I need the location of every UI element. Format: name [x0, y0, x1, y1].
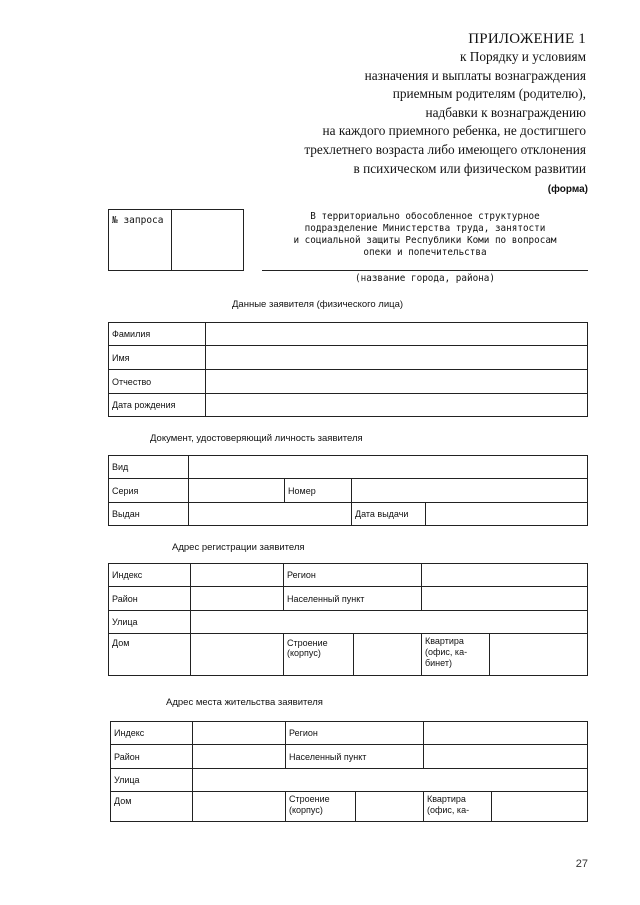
- res-district-field[interactable]: [193, 745, 286, 769]
- appendix-line: к Порядку и условиям: [459, 49, 586, 64]
- birth-date-label: Дата рождения: [109, 394, 206, 417]
- appendix-header: [304, 30, 586, 178]
- city-field-line: [262, 270, 588, 271]
- reg-apartment-label: Квартира (офис, ка- бинет): [422, 634, 490, 676]
- table-row: [109, 564, 588, 587]
- res-apartment-field[interactable]: [492, 792, 588, 822]
- doc-type-field[interactable]: [189, 456, 588, 479]
- reg-region-field[interactable]: [422, 564, 588, 587]
- request-number-divider: [171, 210, 172, 270]
- recipient-line: опеки и попечительства: [363, 247, 487, 258]
- applicant-section-title: Данные заявителя (физического лица): [232, 299, 404, 310]
- res-building-label: Строение (корпус): [286, 792, 356, 822]
- doc-issue-date-label: Дата выдачи: [352, 503, 426, 526]
- table-row: [109, 394, 588, 417]
- appendix-line: назначения и выплаты вознаграждения: [364, 67, 586, 83]
- reg-apartment-field[interactable]: [490, 634, 588, 676]
- doc-series-label: Серия: [109, 479, 189, 503]
- appendix-title: ПРИЛОЖЕНИЕ 1: [468, 31, 586, 47]
- res-address-table: [110, 721, 588, 822]
- appendix-line: на каждого приемного ребенка, не достигшего: [322, 123, 586, 139]
- applicant-table: [108, 322, 588, 417]
- first-name-label: Имя: [109, 346, 206, 370]
- res-street-label: Улица: [111, 769, 193, 792]
- recipient-line: подразделение Министерства труда, занятости: [304, 223, 546, 234]
- table-row: [111, 792, 588, 822]
- recipient-line: и социальной защиты Республики Коми по вопросам: [293, 235, 557, 246]
- birth-date-field[interactable]: [206, 394, 588, 417]
- request-number-label: № запроса: [112, 215, 164, 226]
- reg-house-field[interactable]: [191, 634, 284, 676]
- table-row: [109, 370, 588, 394]
- surname-label: Фамилия: [109, 323, 206, 346]
- table-row: [111, 745, 588, 769]
- reg-street-label: Улица: [109, 611, 191, 634]
- table-row: [109, 611, 588, 634]
- res-house-label: Дом: [111, 792, 193, 822]
- res-region-label: Регион: [286, 722, 424, 745]
- reg-district-field[interactable]: [191, 587, 284, 611]
- doc-issue-date-field[interactable]: [426, 503, 588, 526]
- patronymic-field[interactable]: [206, 370, 588, 394]
- reg-address-table: [108, 563, 588, 676]
- table-row: [109, 346, 588, 370]
- reg-address-section-title: Адрес регистрации заявителя: [172, 542, 305, 553]
- city-caption: (название города, района): [355, 273, 495, 284]
- doc-issued-by-field[interactable]: [189, 503, 352, 526]
- surname-field[interactable]: [206, 323, 588, 346]
- res-building-field[interactable]: [356, 792, 424, 822]
- doc-series-field[interactable]: [189, 479, 285, 503]
- res-street-field[interactable]: [193, 769, 588, 792]
- identity-table: [108, 455, 588, 526]
- appendix-line: трехлетнего возраста либо имеющего отклонения: [304, 141, 586, 157]
- reg-locality-label: Населенный пункт: [284, 587, 422, 611]
- res-address-section-title: Адрес места жительства заявителя: [166, 697, 323, 708]
- reg-district-label: Район: [109, 587, 191, 611]
- reg-building-field[interactable]: [354, 634, 422, 676]
- patronymic-label: Отчество: [109, 370, 206, 394]
- identity-section-title: Документ, удостоверяющий личность заявителя: [150, 433, 363, 444]
- doc-type-label: Вид: [109, 456, 189, 479]
- table-row: [109, 456, 588, 479]
- reg-house-label: Дом: [109, 634, 191, 676]
- res-index-field[interactable]: [193, 722, 286, 745]
- table-row: [111, 722, 588, 745]
- res-district-label: Район: [111, 745, 193, 769]
- table-row: [109, 479, 588, 503]
- res-locality-field[interactable]: [424, 745, 588, 769]
- table-row: [111, 769, 588, 792]
- reg-street-field[interactable]: [191, 611, 588, 634]
- reg-region-label: Регион: [284, 564, 422, 587]
- appendix-line: надбавки к вознаграждению: [425, 104, 586, 120]
- table-row: [109, 503, 588, 526]
- appendix-line: в психическом или физическом развитии: [353, 160, 586, 176]
- reg-index-label: Индекс: [109, 564, 191, 587]
- form-label: (форма): [547, 184, 588, 195]
- reg-building-label: Строение (корпус): [284, 634, 354, 676]
- res-apartment-label: Квартира (офис, ка-: [424, 792, 492, 822]
- res-index-label: Индекс: [111, 722, 193, 745]
- doc-number-field[interactable]: [352, 479, 588, 503]
- reg-locality-field[interactable]: [422, 587, 588, 611]
- res-region-field[interactable]: [424, 722, 588, 745]
- recipient-line: В территориально обособленное структурное: [310, 211, 540, 222]
- table-row: [109, 634, 588, 676]
- reg-index-field[interactable]: [191, 564, 284, 587]
- res-house-field[interactable]: [193, 792, 286, 822]
- first-name-field[interactable]: [206, 346, 588, 370]
- appendix-line: приемным родителям (родителю),: [392, 86, 586, 102]
- res-locality-label: Населенный пункт: [286, 745, 424, 769]
- recipient-block: [262, 211, 588, 259]
- table-row: [109, 323, 588, 346]
- request-number-box: [108, 209, 244, 271]
- table-row: [109, 587, 588, 611]
- doc-number-label: Номер: [285, 479, 352, 503]
- doc-issued-by-label: Выдан: [109, 503, 189, 526]
- page-number: 27: [575, 858, 588, 870]
